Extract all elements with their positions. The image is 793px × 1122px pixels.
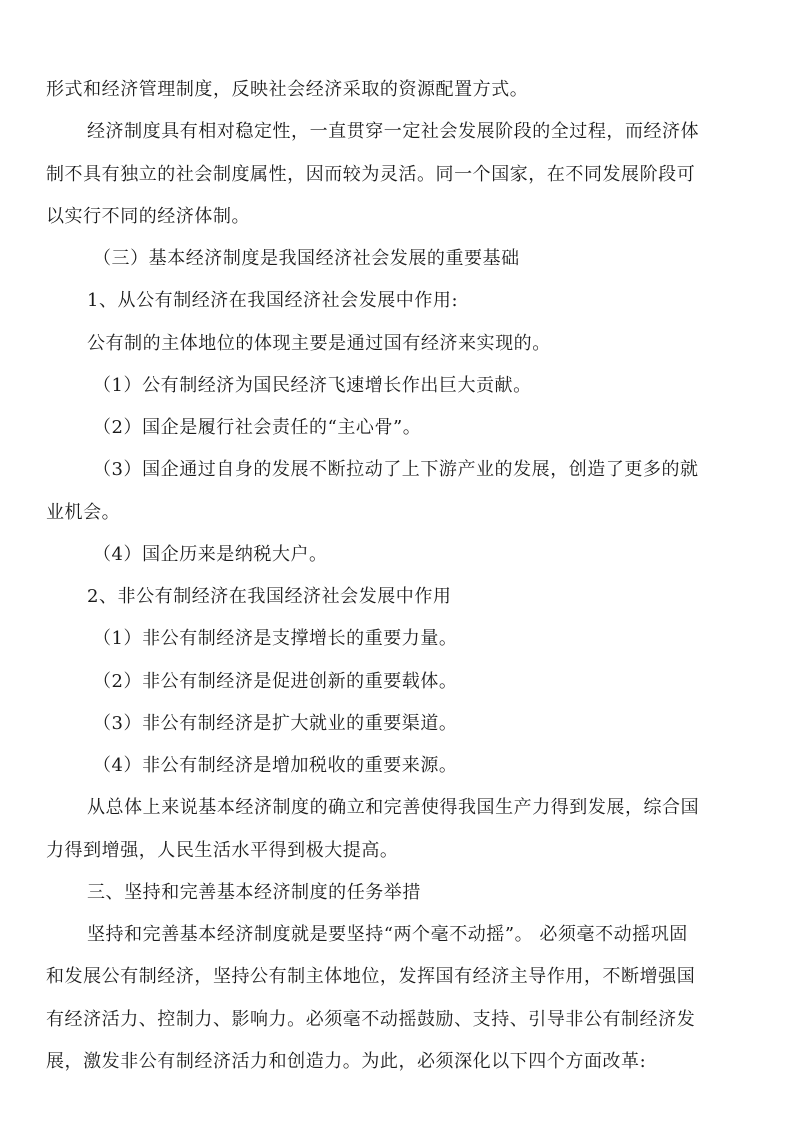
paragraph-line: 有经济活力、控制力、影响力。必须毫不动摇鼓励、支持、引导非公有制经济发 — [46, 1009, 696, 1030]
paragraph-line: 力得到增强，人民生活水平得到极大提高。 — [46, 840, 399, 861]
paragraph-line-continuation: 形式和经济管理制度，反映社会经济采取的资源配置方式。 — [46, 79, 529, 100]
section-heading-3: （三）基本经济制度是我国经济社会发展的重要基础 — [93, 248, 520, 269]
list-item: （3）国企通过自身的发展不断拉动了上下游产业的发展，创造了更多的就 — [93, 459, 699, 480]
list-item: （2）国企是履行社会责任的“主心骨”。 — [93, 417, 422, 438]
paragraph-line: 公有制的主体地位的体现主要是通过国有经济来实现的。 — [87, 333, 551, 354]
section-heading-three: 三、坚持和完善基本经济制度的任务举措 — [87, 882, 421, 903]
list-item: （4）国企历来是纳税大户。 — [93, 544, 328, 565]
list-item: （2）非公有制经济是促进创新的重要载体。 — [93, 671, 458, 692]
list-item: （1）公有制经济为国民经济飞速增长作出巨大贡献。 — [93, 375, 532, 396]
subheading-2: 2、非公有制经济在我国经济社会发展中作用 — [87, 586, 452, 607]
paragraph-line: 展，激发非公有制经济活力和创造力。为此，必须深化以下四个方面改革: — [46, 1051, 647, 1072]
paragraph-line: 制不具有独立的社会制度属性，因而较为灵活。同一个国家，在不同发展阶段可 — [46, 164, 696, 185]
paragraph-line-economic-system: 经济制度具有相对稳定性，一直贯穿一定社会发展阶段的全过程，而经济体 — [87, 121, 700, 142]
subheading-1: 1、从公有制经济在我国经济社会发展中作用: — [87, 290, 459, 311]
list-item-continuation: 业机会。 — [46, 502, 121, 523]
list-item: （1）非公有制经济是支撑增长的重要力量。 — [93, 628, 458, 649]
paragraph-line-two-unwavering: 坚持和完善基本经济制度就是要坚持“两个毫不动摇”。 必须毫不动摇巩固 — [87, 924, 688, 945]
paragraph-line: 和发展公有制经济，坚持公有制主体地位，发挥国有经济主导作用，不断增强国 — [46, 966, 696, 987]
paragraph-line-summary: 从总体上来说基本经济制度的确立和完善使得我国生产力得到发展，综合国 — [87, 797, 700, 818]
list-item: （3）非公有制经济是扩大就业的重要渠道。 — [93, 713, 458, 734]
list-item: （4）非公有制经济是增加税收的重要来源。 — [93, 755, 458, 776]
paragraph-line: 以实行不同的经济体制。 — [46, 206, 251, 227]
